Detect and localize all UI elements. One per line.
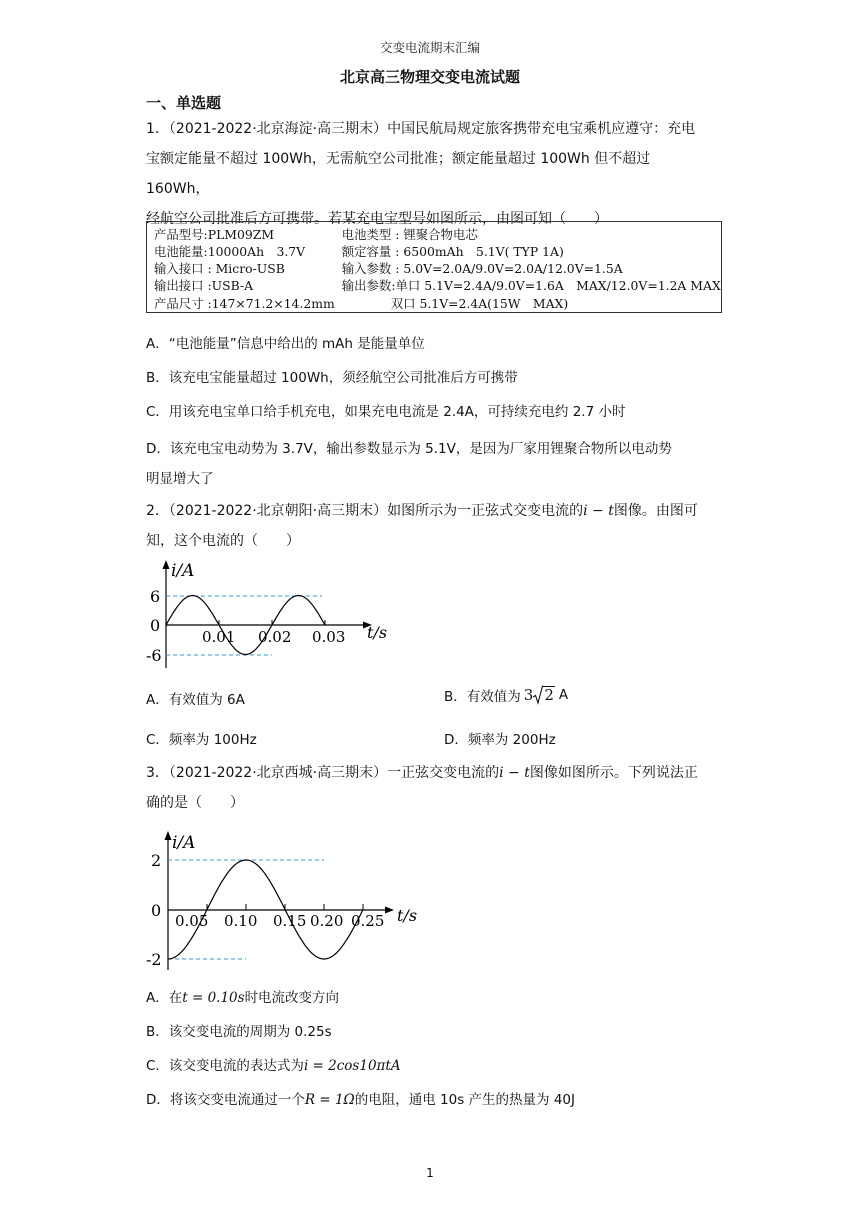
q1-line-2: 宝额定能量不超过 100Wh，无需航空公司批准；额定能量超过 100Wh 但不超过 160Wh， [146, 151, 651, 197]
question-3-text [146, 758, 716, 818]
q2-y-axis-label: i/A [171, 561, 195, 581]
page-header: 交变电流期末汇编 [379, 40, 480, 55]
q2-y-tick-neg6: -6 [146, 646, 162, 665]
q3-line-1-end: 图像如图所示。下列说法正 [529, 765, 698, 781]
cosine-graph-q3 [146, 828, 426, 970]
sqrt-symbol-icon [533, 684, 543, 706]
q3-y-tick-2: 2 [151, 851, 162, 870]
q2-option-b-radicand: 2 [544, 686, 554, 704]
q2-option-d: D．频率为 200Hz [444, 732, 556, 748]
document-title: 北京高三物理交变电流试题 [339, 68, 520, 86]
q2-x-tick-002: 0.02 [258, 628, 292, 646]
q3-option-a-math: t = 0.10s [182, 990, 245, 1006]
q2-x-axis-label: t/s [367, 623, 388, 642]
q3-option-d-prefix: D．将该交变电流通过一个 [146, 1092, 305, 1108]
q3-x-axis-arrow [385, 907, 394, 914]
q3-option-a-prefix: A．在 [146, 990, 183, 1006]
q2-option-b [444, 684, 568, 706]
q2-option-b-unit: A [558, 687, 569, 703]
q3-option-a-suffix: 时电流改变方向 [244, 990, 340, 1006]
spec-dual-port: 双口 5.1V=2.4A(15W MAX) [390, 295, 569, 311]
spec-battery-type: 电池类型 : 锂聚合物电芯 [341, 226, 478, 242]
q3-y-axis-arrow [165, 831, 172, 840]
q1-line-3: 经航空公司批准后方可携带。若某充电宝型号如图所示，由图可知（ ） [146, 211, 608, 227]
section-heading: 一、单选题 [146, 94, 222, 112]
q3-x-tick-025: 0.25 [351, 912, 385, 930]
q3-line-1-start: 3．（2021-2022·北京西城·高三期末）一正弦交变电流的 [146, 765, 500, 781]
powerbank-spec-table [146, 221, 722, 313]
spec-model: 产品型号:PLM09ZM [154, 226, 275, 242]
q3-option-d-suffix: 的电阻，通电 10s 产生的热量为 40J [354, 1092, 575, 1108]
q1-option-b: B．该充电宝能量超过 100Wh，须经航空公司批准后方可携带 [146, 370, 518, 386]
q1-option-c: C．用该充电宝单口给手机充电，如果充电电流是 2.4A，可持续充电约 2.7 小时 [146, 404, 626, 420]
q3-line-2: 确的是（ ） [146, 795, 244, 811]
q2-option-b-prefix: B．有效值为 [444, 689, 521, 705]
q3-y-tick-0: 0 [151, 901, 162, 920]
q2-option-c: C．频率为 100Hz [146, 732, 257, 748]
q2-x-tick-003: 0.03 [312, 628, 346, 646]
question-1-text [146, 114, 716, 234]
q3-option-c [146, 1054, 401, 1074]
q3-line-1 [146, 758, 716, 788]
page-number: 1 [426, 1166, 434, 1180]
sine-graph-q2 [146, 558, 396, 668]
q2-line-2: 知，这个电流的（ ） [146, 533, 300, 549]
q3-option-c-prefix: C．该交变电流的表达式为 [146, 1058, 304, 1074]
spec-input-params: 输入参数 : 5.0V=2.0A/9.0V=2.0A/12.0V=1.5A [341, 261, 623, 277]
q3-x-tick-010: 0.10 [224, 912, 258, 930]
question-2-text [146, 496, 716, 556]
q2-line-1-start: 2．（2021-2022·北京朝阳·高三期末）如图所示为一正弦式交变电流的 [146, 503, 584, 519]
q2-i-t-math: i − t [583, 503, 614, 519]
q3-option-d-math: R = 1Ω [304, 1092, 355, 1108]
q2-y-tick-6: 6 [150, 587, 161, 606]
q1-line-1: 1．（2021-2022·北京海淀·高三期末）中国民航局规定旅客携带充电宝乘机应遵守：充电 [146, 121, 696, 137]
q3-x-tick-005: 0.05 [175, 912, 209, 930]
q3-option-d [146, 1088, 575, 1108]
q3-i-t-math: i − t [499, 765, 530, 781]
q3-x-tick-015: 0.15 [273, 912, 307, 930]
q3-x-tick-020: 0.20 [310, 912, 344, 930]
q2-option-b-coefficient: 3 [523, 686, 534, 704]
q1-option-a: A．“电池能量”信息中给出的 mAh 是能量单位 [146, 336, 425, 352]
spec-rated-capacity: 额定容量 : 6500mAh 5.1V( TYP 1A) [341, 243, 564, 259]
spec-output-port: 输出接口 :USB-A [154, 278, 254, 294]
q2-y-axis-arrow [163, 560, 170, 569]
q3-y-axis-label: i/A [172, 833, 196, 853]
q3-option-a [146, 986, 339, 1006]
q1-option-d-line-2: 明显增大了 [146, 471, 214, 487]
q3-option-c-math: i = 2cos10πtA [303, 1058, 401, 1074]
spec-output-params: 输出参数:单口 5.1V=2.4A/9.0V=1.6A MAX/12.0V=1.2A MAX [341, 278, 721, 294]
q3-option-b: B．该交变电流的周期为 0.25s [146, 1024, 332, 1040]
spec-battery-energy: 电池能量:10000Ah 3.7V [154, 243, 306, 259]
q2-line-1-end: 图像。由图可 [613, 503, 698, 519]
q3-y-tick-neg2: -2 [146, 950, 162, 969]
spec-dimensions: 产品尺寸 :147×71.2×14.2mm [154, 295, 335, 311]
q1-option-d-line-1: D．该充电宝电动势为 3.7V，输出参数显示为 5.1V，是因为厂家用锂聚合物所以电动势 [146, 441, 672, 457]
q1-option-d [146, 434, 716, 494]
q3-x-axis-label: t/s [397, 906, 418, 925]
q2-option-a: A．有效值为 6A [146, 692, 245, 708]
q2-x-tick-001: 0.01 [202, 628, 236, 646]
q2-line-1 [146, 496, 716, 526]
q2-y-tick-0: 0 [150, 616, 161, 635]
spec-input-port: 输入接口 : Micro-USB [154, 261, 285, 277]
